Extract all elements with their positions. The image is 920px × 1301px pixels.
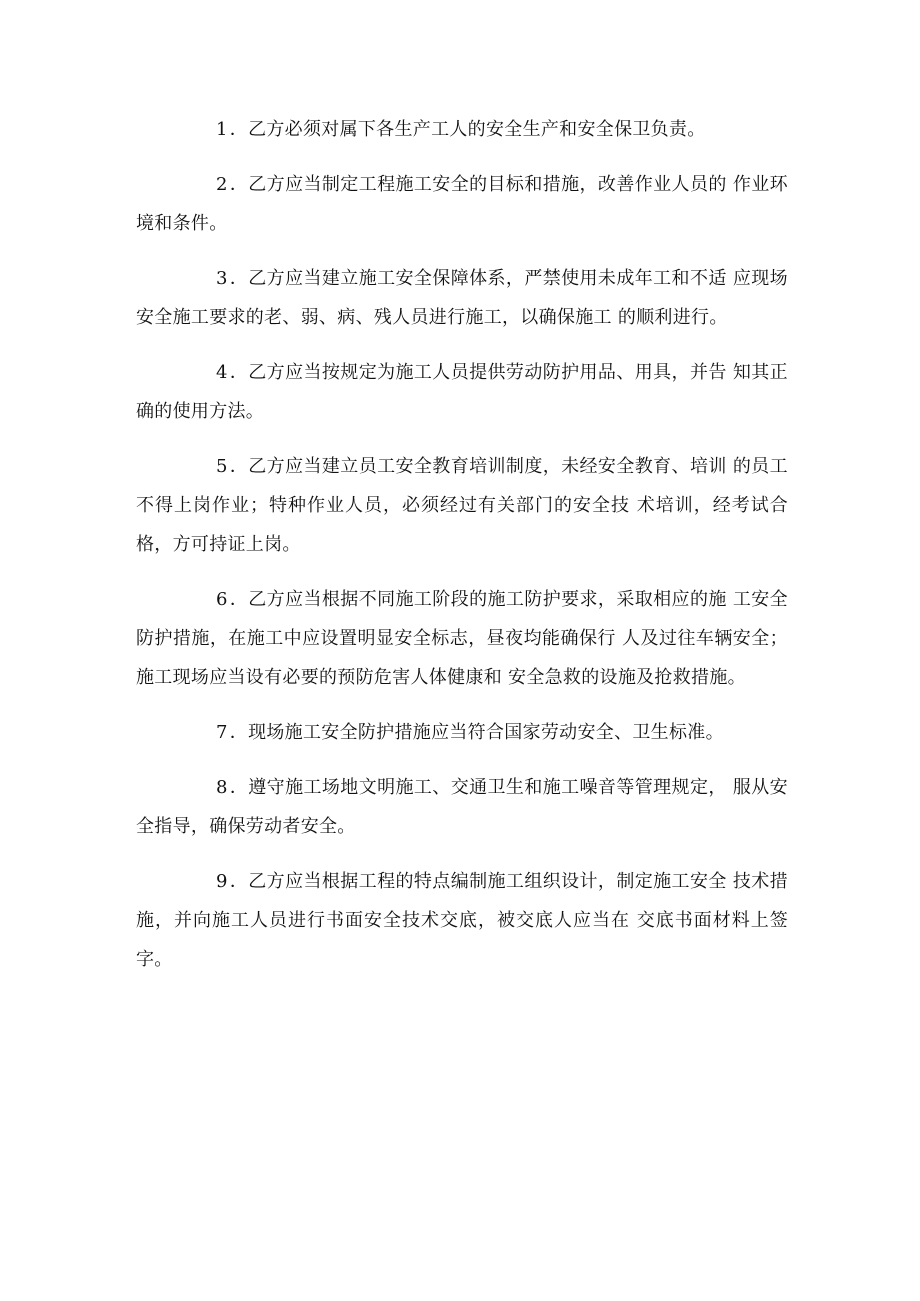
clause-text: ．乙方应当按规定为施工人员提供劳动防护用品、用具，并告 知其正确的使用方法。	[136, 362, 788, 422]
clause-text: ．现场施工安全防护措施应当符合国家劳动安全、卫生标准。	[229, 722, 724, 743]
clause-number: 9	[216, 871, 228, 892]
clause-6	[136, 580, 788, 697]
clause-number: 6	[216, 589, 228, 610]
clause-9	[136, 862, 788, 979]
clause-1	[136, 110, 788, 149]
clause-4	[136, 353, 788, 431]
clause-number: 8	[216, 777, 228, 798]
clause-text: ．遵守施工场地文明施工、交通卫生和施工噪音等管理规定， 服从安全指导，确保劳动者安全。	[136, 777, 788, 837]
clause-text: ．乙方应当建立员工安全教育培训制度，未经安全教育、培训 的员工不得上岗作业；特种作业人员，必须经过有关部门的安全技 术培训，经考试合格，方可持证上岗。	[136, 456, 788, 555]
clause-number: 5	[216, 456, 228, 477]
clause-number: 3	[216, 268, 228, 289]
clause-5	[136, 447, 788, 564]
clause-number: 2	[216, 174, 228, 195]
clause-number: 4	[216, 362, 228, 383]
clause-8	[136, 768, 788, 846]
clause-3	[136, 259, 788, 337]
document-body	[136, 110, 788, 995]
clause-text: ．乙方应当根据不同施工阶段的施工防护要求，采取相应的施 工安全防护措施，在施工中应设置明显安全标志，昼夜均能确保行 人及过往车辆安全；施工现场应当设有必要的预防危害人体健康和 安全急救的设施及抢救措施。	[136, 589, 788, 688]
clause-2	[136, 165, 788, 243]
clause-text: ．乙方应当建立施工安全保障体系，严禁使用未成年工和不适 应现场安全施工要求的老、弱、病、残人员进行施工，以确保施工 的顺利进行。	[136, 268, 788, 328]
clause-text: ．乙方应当根据工程的特点编制施工组织设计，制定施工安全 技术措施，并向施工人员进行书面安全技术交底，被交底人应当在 交底书面材料上签字。	[136, 871, 788, 970]
clause-number: 1	[216, 119, 228, 140]
clause-text: ．乙方必须对属下各生产工人的安全生产和安全保卫负责。	[229, 119, 706, 140]
clause-7	[136, 713, 788, 752]
clause-text: ．乙方应当制定工程施工安全的目标和措施，改善作业人员的 作业环境和条件。	[136, 174, 788, 234]
clause-number: 7	[216, 722, 228, 743]
